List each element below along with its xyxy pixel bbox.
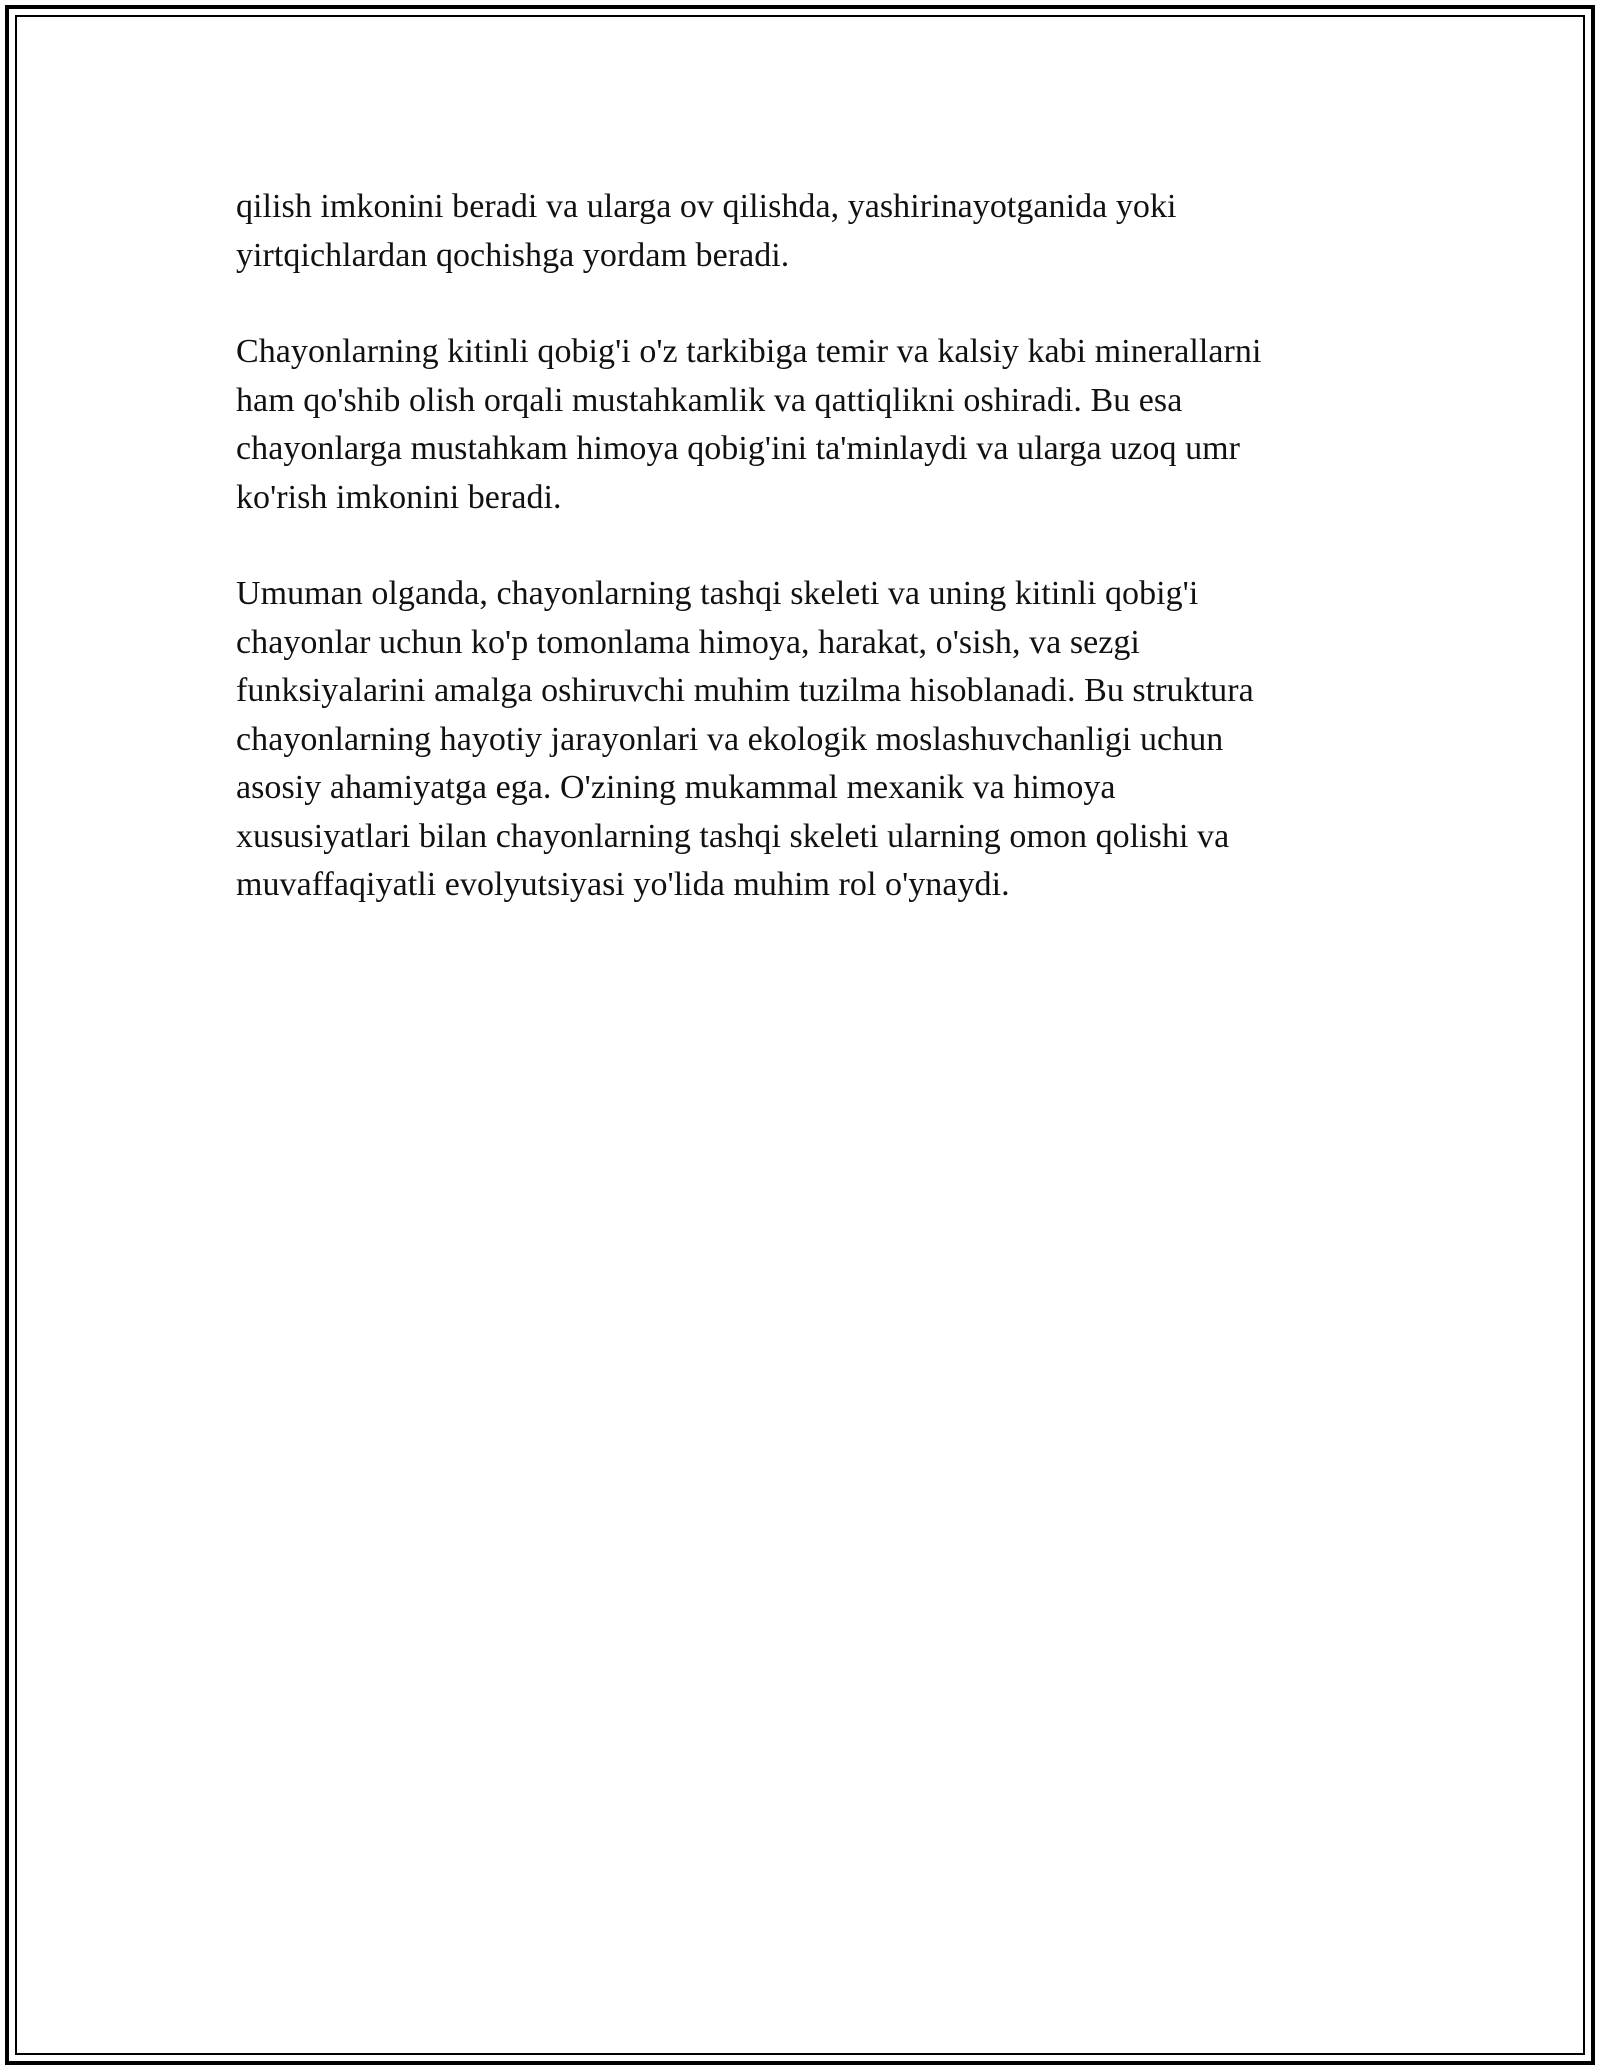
text-line: chayonlarga mustahkam himoya qobig'ini ta'minlaydi va ularga uzoq umr [236, 430, 1240, 467]
text-line: chayonlarning hayotiy jarayonlari va ekologik moslashuvchanligi uchun [236, 720, 1224, 758]
text-line: ham qo'shib olish orqali mustahkamlik va qattiqlikni oshiradi. Bu esa [236, 381, 1183, 419]
text-line: Chayonlarning kitinli qobig'i o'z tarkibiga temir va kalsiy kabi minerallarni [236, 333, 1262, 370]
paragraph-1 [236, 183, 1366, 280]
text-line: ko'rish imkonini beradi. [236, 478, 562, 516]
document-body [236, 183, 1366, 958]
text-line: yirtqichlardan qochishga yordam beradi. [236, 236, 790, 274]
paragraph-3 [236, 570, 1366, 910]
text-line: qilish imkonini beradi va ularga ov qilishda, yashirinayotganida yoki [236, 188, 1177, 225]
text-line: funksiyalarini amalga oshiruvchi muhim tuzilma hisoblanadi. Bu struktura [236, 672, 1254, 709]
text-line: xususiyatlari bilan chayonlarning tashqi skeleti ularning omon qolishi va [236, 817, 1230, 855]
text-line: muvaffaqiyatli evolyutsiyasi yo'lida muhim rol o'ynaydi. [236, 866, 1010, 903]
paragraph-2 [236, 328, 1366, 522]
text-line: asosiy ahamiyatga ega. O'zining mukammal mexanik va himoya [236, 769, 1116, 806]
text-line: Umuman olganda, chayonlarning tashqi skeleti va uning kitinli qobig'i [236, 575, 1199, 612]
text-line: chayonlar uchun ko'p tomonlama himoya, harakat, o'sish, va sezgi [236, 623, 1140, 661]
